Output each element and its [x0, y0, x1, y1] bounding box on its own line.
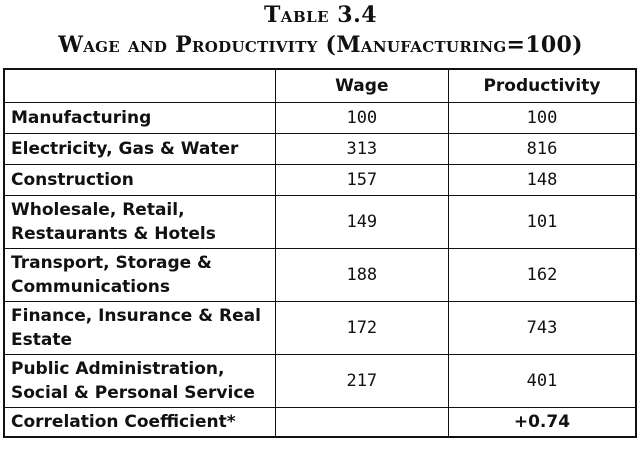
productivity-value: 816: [448, 134, 636, 165]
header-sector: [4, 69, 275, 103]
productivity-value: 148: [448, 165, 636, 196]
table-row: [4, 302, 636, 355]
table-row: [4, 134, 636, 165]
header-productivity: Productivity: [448, 69, 636, 103]
productivity-value: 401: [448, 355, 636, 408]
wage-productivity-table: [3, 68, 637, 438]
correlation-label: Correlation Coefficient*: [4, 408, 275, 438]
sector-label: Construction: [4, 165, 275, 196]
sector-label: Transport, Storage & Communications: [4, 249, 275, 302]
table-row: [4, 249, 636, 302]
sector-label: Electricity, Gas & Water: [4, 134, 275, 165]
sector-label: Public Administration, Social & Personal Service: [4, 355, 275, 408]
productivity-value: 743: [448, 302, 636, 355]
table-row: [4, 196, 636, 249]
wage-value: 188: [275, 249, 448, 302]
sector-label: Manufacturing: [4, 103, 275, 134]
table-row: [4, 165, 636, 196]
wage-value: 172: [275, 302, 448, 355]
wage-value: 157: [275, 165, 448, 196]
wage-value: 100: [275, 103, 448, 134]
correlation-value: +0.74: [448, 408, 636, 438]
sector-label: Wholesale, Retail, Restaurants & Hotels: [4, 196, 275, 249]
wage-value: 313: [275, 134, 448, 165]
wage-value: 217: [275, 355, 448, 408]
header-wage: Wage: [275, 69, 448, 103]
productivity-value: 100: [448, 103, 636, 134]
productivity-value: 162: [448, 249, 636, 302]
table-row: [4, 103, 636, 134]
table-number: Table 3.4: [263, 2, 378, 28]
correlation-wage-empty: [275, 408, 448, 438]
productivity-value: 101: [448, 196, 636, 249]
table-title: Wage and Productivity (Manufacturing=100): [58, 32, 583, 58]
wage-value: 149: [275, 196, 448, 249]
table-row: [4, 355, 636, 408]
header-row: [4, 69, 636, 103]
sector-label: Finance, Insurance & Real Estate: [4, 302, 275, 355]
correlation-row: [4, 408, 636, 438]
